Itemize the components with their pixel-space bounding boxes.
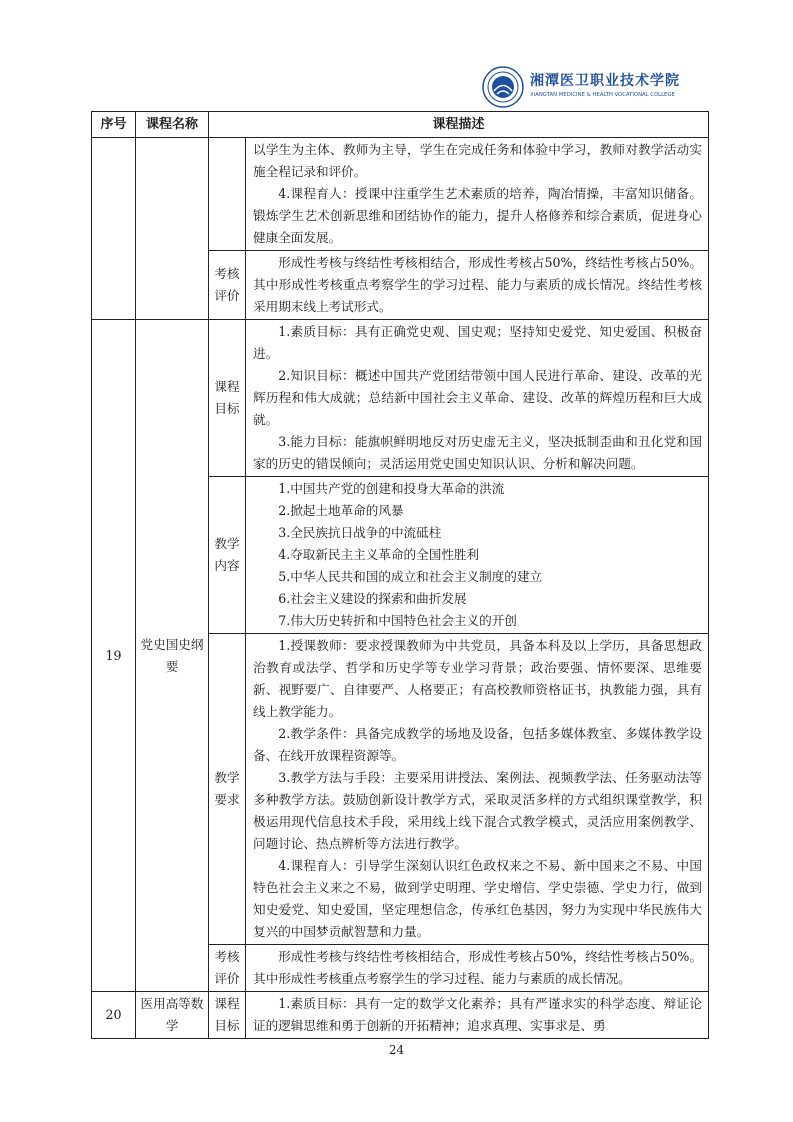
section-content: [246, 945, 709, 992]
column-header-description: 课程描述: [209, 112, 709, 138]
description-paragraph: 4.课程育人：授课中注重学生艺术素质的培养，陶冶情操，丰富知识储备。锻炼学生艺术创新思维和团结协作的能力，提升人格修养和综合素质，促进身心健康全面发展。: [253, 186, 703, 245]
college-emblem-icon: [482, 66, 524, 108]
section-content: [246, 477, 709, 634]
column-header-number: 序号: [92, 112, 136, 138]
list-item: 5.中华人民共和国的成立和社会主义制度的建立: [278, 569, 543, 584]
row-number-cell: [92, 138, 136, 320]
section-content: [246, 992, 709, 1039]
list-item: 4.夺取新民主主义革命的全国性胜利: [278, 547, 480, 562]
description-paragraph: 4.课程育人：引导学生深刻认识红色政权来之不易、新中国来之不易、中国特色社会主义来之不易，做到学史明理、学史增信、学史崇德、学史力行，做到知史爱党、知史爱国，坚定理想信念，传承红色基因，努力为实现中华民族伟大复兴的中国梦贡献智慧和力量。: [253, 858, 703, 939]
column-header-course-name: 课程名称: [136, 112, 209, 138]
list-item: 3.全民族抗日战争的中流砥柱: [278, 525, 442, 540]
college-name: 湘潭医卫职业技术学院: [530, 73, 680, 89]
description-paragraph: 3.教学方法与手段：主要采用讲授法、案例法、视频教学法、任务驱动法等多种教学方法。鼓励创新设计教学方式，采取灵活多样的方式组织课堂教学，积极运用现代信息技术手段，采用线上线下混合式教学模式，灵活应用案例教学、问题讨论、热点辨析等方法进行教学。: [253, 770, 703, 851]
section-label-goals: 课程目标: [209, 992, 246, 1039]
list-item: 1.中国共产党的创建和投身大革命的洪流: [278, 481, 505, 496]
description-paragraph: 1.授课教师：要求授课教师为中共党员，具备本科及以上学历，具备思想政治教育或法学、哲学和历史学等专业学习背景；政治要强、情怀要深、思维要新、视野要广、自律要严、人格要正；有高校教师资格证书，执教能力强，具有线上教学能力。: [253, 638, 703, 719]
table-row: [92, 138, 709, 251]
description-paragraph: 形成性考核与终结性考核相结合，形成性考核占50%，终结性考核占50%。其中形成性考核重点考察学生的学习过程、能力与素质的成长情况。: [253, 949, 703, 986]
course-name-cell: 医用高等数学: [136, 992, 209, 1039]
section-label-requirements: 教学要求: [209, 634, 246, 945]
section-label-evaluation: 考核评价: [209, 251, 246, 320]
list-item: 6.社会主义建设的探索和曲折发展: [278, 591, 467, 606]
course-table: [91, 111, 709, 1039]
section-content: [246, 251, 709, 320]
section-label-cell: [209, 138, 246, 251]
section-content: [246, 634, 709, 945]
description-paragraph: 3.能力目标：能旗帜鲜明地反对历史虚无主义，坚决抵制歪曲和丑化党和国家的历史的错误倾向；灵活运用党史国史知识认识、分析和解决问题。: [253, 434, 703, 471]
section-label-evaluation: 考核评价: [209, 945, 246, 992]
table-row: [92, 320, 709, 477]
description-paragraph: 2.教学条件：具备完成教学的场地及设备，包括多媒体教室、多媒体教学设备、在线开放课程资源等。: [253, 726, 703, 763]
section-label-goals: 课程目标: [209, 320, 246, 477]
course-name-cell: [136, 138, 209, 320]
description-paragraph: 1.素质目标：具有一定的数学文化素养；具有严谨求实的科学态度、辩证论证的逻辑思维和勇于创新的开拓精神；追求真理、实事求是、勇: [253, 996, 703, 1033]
page-number: 24: [388, 1043, 405, 1057]
list-item: 7.伟大历史转折和中国特色社会主义的开创: [278, 613, 517, 628]
table-row: [92, 992, 709, 1039]
description-paragraph: 以学生为主体、教师为主导，学生在完成任务和体验中学习，教师对教学活动实施全程记录和评价。: [253, 142, 703, 179]
course-name-cell: 党史国史纲要: [136, 320, 209, 992]
row-number-cell: 20: [92, 992, 136, 1039]
description-paragraph: 形成性考核与终结性考核相结合，形成性考核占50%，终结性考核占50%。其中形成性考核重点考察学生的学习过程、能力与素质的成长情况。终结性考核采用期末线上考试形式。: [253, 255, 703, 314]
description-paragraph: 1.素质目标：具有正确党史观、国史观；坚持知史爱党、知史爱国、积极奋进。: [253, 324, 703, 361]
section-content: [246, 320, 709, 477]
section-content: [246, 138, 709, 251]
college-logo: [482, 66, 697, 108]
table-header-row: [92, 112, 709, 138]
description-paragraph: 2.知识目标：概述中国共产党团结带领中国人民进行革命、建设、改革的光辉历程和伟大成就；总结新中国社会主义革命、建设、改革的辉煌历程和巨大成就。: [253, 368, 703, 427]
section-label-content: 教学内容: [209, 477, 246, 634]
list-item: 2.掀起土地革命的风暴: [278, 503, 404, 518]
college-name-en: XIANGTAN MEDICINE & HEALTH VOCATIONAL COLLEGE: [530, 92, 675, 98]
row-number-cell: 19: [92, 320, 136, 992]
